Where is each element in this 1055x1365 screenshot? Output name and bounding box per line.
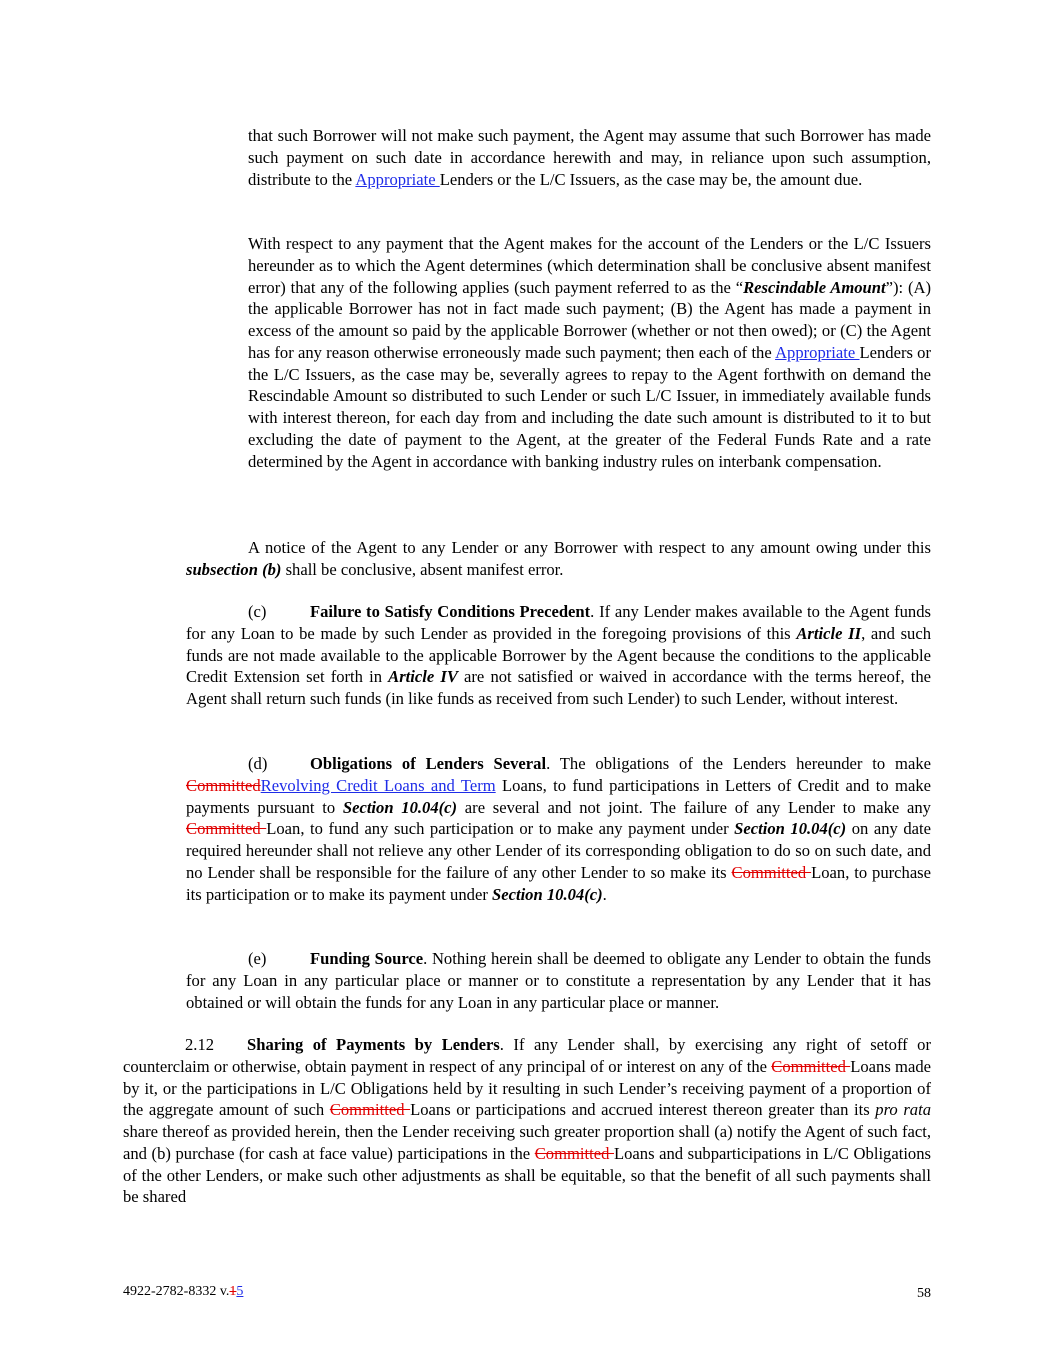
section-label: 2.12 <box>185 1035 215 1054</box>
page-number: 58 <box>917 1286 931 1301</box>
reference-section: Section 10.04(c) <box>734 819 847 839</box>
reference-article: Article IV <box>388 667 458 687</box>
insertion-revolving-credit: Revolving Credit Loans and Term <box>260 775 496 795</box>
section-heading: Funding Source <box>310 949 424 968</box>
italic-pro-rata: pro rata <box>875 1100 932 1120</box>
insertion-appropriate: Appropriate <box>355 169 440 189</box>
paragraph-rescindable-amount: With respect to any payment that the Agent makes for the account of the Lenders or the L/C Issuers hereunder as to which the Agent determines (which determination shall be conclusive absent manifest error) that any of the following applies (such payment referred to as the “Rescindable Amount”): (A) the applicable Borrower has not in fact made such payment; (B) the Agent has made a payment in excess of the amount so paid by the applicable Borrower (whether or not then owed); or (C) the Agent has for any reason otherwise erroneously made such payment; then each of the Appropriate Lenders or the L/C Issuers, as the case may be, severally agrees to repay to the Agent forthwith on demand the Rescindable Amount so distributed to such Lender or such L/C Issuer, in immediately available funds with interest thereon, for each day from and including the date such amount is distributed to it to but excluding the date of payment to the Agent, at the greater of the Federal Funds Rate and a rate determined by the Agent in accordance with banking industry rules on interbank compensation. <box>248 234 932 471</box>
insertion-appropriate: Appropriate <box>775 342 860 362</box>
section-e-funding-source: (e) Funding Source. Nothing herein shall be deemed to obligate any Lender to obtain the funds for any Loan in any particular place or manner or to constitute a representation by any Lender that it has obtained or will obtain the funds for any Loan in any particular place or manner. <box>186 949 931 1012</box>
deletion-committed: Committed <box>771 1056 851 1076</box>
deletion-version: 1 <box>229 1284 237 1299</box>
section-label: (c) <box>248 602 267 621</box>
section-heading: Sharing of Payments by Lenders <box>247 1035 500 1054</box>
section-2-12-sharing-of-payments: 2.12 Sharing of Payments by Lenders. If any Lender shall, by exercising any right of setoff or counterclaim or otherwise, obtain payment in respect of any principal of or interest on any of the Committed Loans made by it, or the participations in L/C Obligations held by it resulting in such Lender’s receiving payment of a proportion of the aggregate amount of such Committed Loans or participations and accrued interest thereon greater than its pro rata share thereof as provided herein, then the Lender receiving such greater proportion shall (a) notify the Agent of such fact, and (b) purchase (for cash at face value) participations in the Committed Loans and subparticipations in L/C Obligations of the other Lenders, or make such other adjustments as shall be equitable, so that the benefit of all such payments shall be shared <box>123 1035 932 1207</box>
reference-article: Article II <box>796 623 862 643</box>
section-label: (d) <box>248 754 268 773</box>
reference-subsection-b: subsection (b) <box>186 559 282 579</box>
deletion-committed: Committed <box>731 862 812 882</box>
deletion-committed: Committed <box>534 1143 614 1163</box>
deletion-committed: Committed <box>186 775 261 795</box>
section-heading: Failure to Satisfy Conditions Precedent <box>310 602 591 621</box>
paragraph-agent-notice: A notice of the Agent to any Lender or any Borrower with respect to any amount owing under this subsection (b) shall be conclusive, absent manifest error. <box>186 538 931 579</box>
section-heading: Obligations of Lenders Several <box>310 754 547 773</box>
reference-section: Section 10.04(c) <box>342 797 458 817</box>
section-d-obligations-several: (d) Obligations of Lenders Several. The obligations of the Lenders hereunder to make CommittedRevolving Credit Loans and Term Loans, to fund participations in Letters of Credit and to make payments pursuant to Section 10.04(c) are several and not joint. The failure of any Lender to make any Committed Loan, to fund any such participation or to make any payment under Section 10.04(c) on any date required hereunder shall not relieve any other Lender of its corresponding obligation to do so on such date, and no Lender shall be responsible for the failure of any other Lender to so make its Committed Loan, to purchase its participation or to make its payment under Section 10.04(c). <box>186 754 932 904</box>
section-c-failure-conditions: (c) Failure to Satisfy Conditions Precedent. If any Lender makes available to the Agent funds for any Loan to be made by such Lender as provided in the foregoing provisions of this Article II, and such funds are not made available to the applicable Borrower by the Agent because the conditions to the applicable Credit Extension set forth in Article IV are not satisfied or waived in accordance with the terms hereof, the Agent shall return such funds (in like funds as received from such Lender) to such Lender, without interest. <box>186 602 932 708</box>
deletion-committed: Committed <box>329 1100 411 1120</box>
paragraph-payment-assumption: that such Borrower will not make such payment, the Agent may assume that such Borrower has made such payment on such date in accordance herewith and may, in reliance upon such assumption, distribute to the Appropriate Lenders or the L/C Issuers, as the case may be, the amount due. <box>248 126 931 189</box>
reference-section: Section 10.04(c) <box>492 884 603 904</box>
defined-term-rescindable-amount: Rescindable Amount <box>743 277 886 297</box>
insertion-version: 5 <box>236 1284 244 1299</box>
footer-document-id: 4922-2782-8332 v.15 <box>123 1284 244 1299</box>
section-label: (e) <box>248 949 267 968</box>
deletion-committed: Committed <box>186 819 267 839</box>
